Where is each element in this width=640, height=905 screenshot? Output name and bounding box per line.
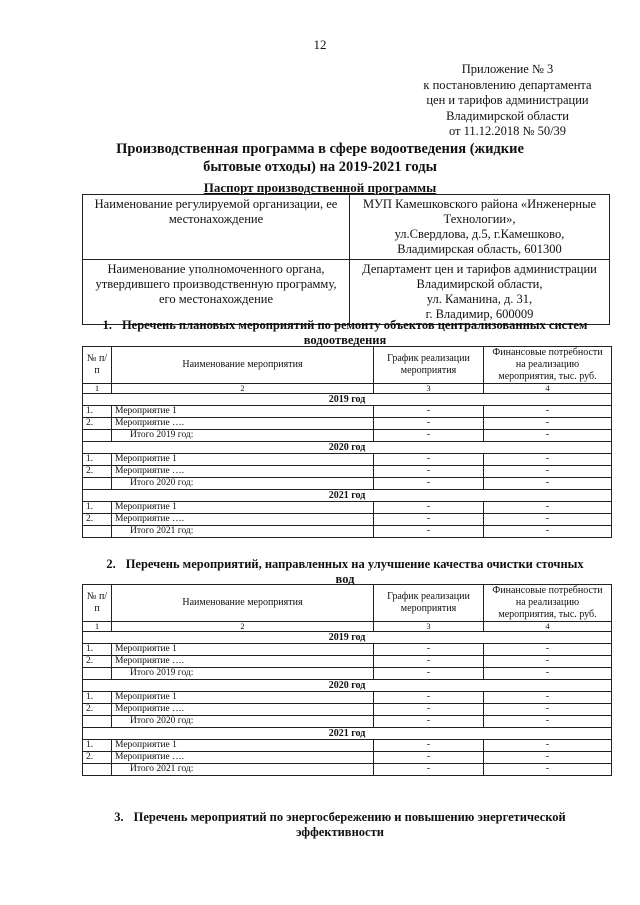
- year-row: [83, 394, 612, 406]
- column-numbers-row: [83, 384, 612, 394]
- header-finance: Финансовые потребности на реализацию мероприятия, тыс. руб.: [484, 585, 612, 622]
- total-label: Итого 2021 год:: [112, 526, 374, 538]
- passport-row: [83, 195, 610, 260]
- table-header-row: [83, 585, 612, 622]
- table-row: [83, 656, 612, 668]
- total-schedule: -: [374, 526, 484, 538]
- row-name: Мероприятие 1: [112, 740, 374, 752]
- document-title: Производственная программа в сфере водоотведения (жидкие бытовые отходы) на 2019-2021 годы: [116, 141, 524, 175]
- row-name: Мероприятие 1: [112, 406, 374, 418]
- row-finance: -: [484, 466, 612, 478]
- row-num: 2.: [83, 752, 112, 764]
- row-num: 1.: [83, 692, 112, 704]
- row-num: 1.: [83, 454, 112, 466]
- column-numbers-row: [83, 622, 612, 632]
- total-schedule: -: [374, 668, 484, 680]
- column-number: 1: [83, 384, 112, 394]
- passport-value-line: ул.Свердлова, д.5, г.Камешково,: [394, 227, 565, 241]
- row-name: Мероприятие ….: [112, 466, 374, 478]
- total-label: Итого 2020 год:: [112, 716, 374, 728]
- row-finance: -: [484, 502, 612, 514]
- total-row: [83, 526, 612, 538]
- appendix-line: Владимирской области: [446, 108, 569, 123]
- table-row: [83, 644, 612, 656]
- year-row: [83, 632, 612, 644]
- section-number: 3.: [114, 810, 124, 824]
- column-number: 3: [374, 384, 484, 394]
- column-number: 3: [374, 622, 484, 632]
- passport-value-line: Департамент цен и тарифов администрации: [362, 262, 597, 276]
- column-number: 2: [112, 384, 374, 394]
- row-schedule: -: [374, 692, 484, 704]
- section-3-title: [90, 810, 590, 840]
- row-schedule: -: [374, 704, 484, 716]
- table-row: [83, 752, 612, 764]
- year-label: 2020 год: [83, 442, 612, 454]
- row-name: Мероприятие 1: [112, 692, 374, 704]
- total-label: Итого 2019 год:: [112, 668, 374, 680]
- passport-label: Наименование регулируемой организации, ее местонахождение: [83, 195, 350, 260]
- year-label: 2021 год: [83, 728, 612, 740]
- row-finance: -: [484, 418, 612, 430]
- row-num: 1.: [83, 644, 112, 656]
- row-name: Мероприятие ….: [112, 656, 374, 668]
- total-schedule: -: [374, 716, 484, 728]
- row-num: 2.: [83, 514, 112, 526]
- total-schedule: -: [374, 764, 484, 776]
- row-finance: -: [484, 752, 612, 764]
- total-label: Итого 2021 год:: [112, 764, 374, 776]
- table-header-row: [83, 347, 612, 384]
- total-row: [83, 716, 612, 728]
- appendix-line: Приложение № 3: [461, 62, 554, 76]
- row-num: 1.: [83, 406, 112, 418]
- column-number: 4: [484, 384, 612, 394]
- row-schedule: -: [374, 406, 484, 418]
- row-finance: -: [484, 740, 612, 752]
- appendix-line: к постановлению департамента: [423, 77, 592, 92]
- row-schedule: -: [374, 752, 484, 764]
- table-row: [83, 466, 612, 478]
- header-name: Наименование мероприятия: [112, 585, 374, 622]
- total-finance: -: [484, 478, 612, 490]
- row-finance: -: [484, 454, 612, 466]
- passport-value-line: Технологии»,: [443, 212, 516, 226]
- passport-value-line: Владимирской области,: [416, 277, 543, 291]
- row-schedule: -: [374, 418, 484, 430]
- total-schedule: -: [374, 478, 484, 490]
- year-label: 2021 год: [83, 490, 612, 502]
- total-label: Итого 2020 год:: [112, 478, 374, 490]
- section-number: 2.: [106, 557, 116, 571]
- appendix-line: цен и тарифов администрации: [426, 93, 589, 107]
- row-name: Мероприятие ….: [112, 514, 374, 526]
- header-finance: Финансовые потребности на реализацию мероприятия, тыс. руб.: [484, 347, 612, 384]
- row-schedule: -: [374, 454, 484, 466]
- row-schedule: -: [374, 740, 484, 752]
- total-finance: -: [484, 764, 612, 776]
- row-name: Мероприятие ….: [112, 704, 374, 716]
- total-row: [83, 430, 612, 442]
- row-finance: -: [484, 514, 612, 526]
- passport-value-line: МУП Камешковского района «Инженерные: [362, 197, 597, 211]
- column-number: 2: [112, 622, 374, 632]
- row-name: Мероприятие ….: [112, 752, 374, 764]
- section-title-text: Перечень плановых мероприятий по ремонту объектов централизованных систем водоотведения: [121, 318, 588, 347]
- header-name: Наименование мероприятия: [112, 347, 374, 384]
- total-row: [83, 764, 612, 776]
- row-name: Мероприятие 1: [112, 502, 374, 514]
- passport-table: [82, 194, 610, 325]
- row-num: 2.: [83, 466, 112, 478]
- header-schedule: График реализации мероприятия: [374, 585, 484, 622]
- row-num: 2.: [83, 704, 112, 716]
- table-row: [83, 406, 612, 418]
- year-label: 2019 год: [83, 632, 612, 644]
- page-number: 12: [313, 37, 327, 52]
- row-num: 2.: [83, 418, 112, 430]
- passport-value: [350, 195, 610, 260]
- row-name: Мероприятие 1: [112, 644, 374, 656]
- row-name: Мероприятие ….: [112, 418, 374, 430]
- section-title-text: Перечень мероприятий, направленных на улучшение качества очистки сточных вод: [125, 557, 584, 586]
- header-schedule: График реализации мероприятия: [374, 347, 484, 384]
- row-finance: -: [484, 656, 612, 668]
- row-num: 1.: [83, 502, 112, 514]
- section-1-table: [82, 346, 612, 538]
- total-label: Итого 2019 год:: [112, 430, 374, 442]
- total-finance: -: [484, 716, 612, 728]
- total-row: [83, 478, 612, 490]
- section-number: 1.: [102, 318, 112, 332]
- table-row: [83, 418, 612, 430]
- total-finance: -: [484, 668, 612, 680]
- row-finance: -: [484, 692, 612, 704]
- year-row: [83, 490, 612, 502]
- section-title-text: Перечень мероприятий по энергосбережению и повышению энергетической эффективности: [133, 810, 566, 839]
- passport-value-line: Владимирская область, 601300: [397, 242, 562, 256]
- passport-title: Паспорт производственной программы: [203, 180, 437, 195]
- header-num: № п/п: [83, 585, 112, 622]
- appendix-line: от 11.12.2018 № 50/39: [448, 124, 567, 138]
- table-row: [83, 454, 612, 466]
- passport-label: Наименование уполномоченного органа, утвердившего производственную программу, его местонахождение: [83, 260, 350, 325]
- section-2-table: [82, 584, 612, 776]
- table-row: [83, 704, 612, 716]
- row-schedule: -: [374, 656, 484, 668]
- year-row: [83, 728, 612, 740]
- row-name: Мероприятие 1: [112, 454, 374, 466]
- row-finance: -: [484, 644, 612, 656]
- total-finance: -: [484, 430, 612, 442]
- year-row: [83, 442, 612, 454]
- table-row: [83, 692, 612, 704]
- year-label: 2020 год: [83, 680, 612, 692]
- year-label: 2019 год: [83, 394, 612, 406]
- year-row: [83, 680, 612, 692]
- table-row: [83, 740, 612, 752]
- column-number: 1: [83, 622, 112, 632]
- column-number: 4: [484, 622, 612, 632]
- row-num: 2.: [83, 656, 112, 668]
- row-schedule: -: [374, 514, 484, 526]
- passport-value-line: г. Владимир, 600009: [425, 307, 534, 321]
- header-num: № п/п: [83, 347, 112, 384]
- section-2-title: [100, 557, 590, 587]
- row-finance: -: [484, 704, 612, 716]
- appendix-block: [405, 62, 610, 140]
- passport-value: [350, 260, 610, 325]
- row-finance: -: [484, 406, 612, 418]
- section-1-title: [100, 318, 590, 348]
- row-schedule: -: [374, 466, 484, 478]
- total-finance: -: [484, 526, 612, 538]
- row-schedule: -: [374, 644, 484, 656]
- table-row: [83, 514, 612, 526]
- total-row: [83, 668, 612, 680]
- table-row: [83, 502, 612, 514]
- passport-row: [83, 260, 610, 325]
- total-schedule: -: [374, 430, 484, 442]
- row-schedule: -: [374, 502, 484, 514]
- row-num: 1.: [83, 740, 112, 752]
- passport-value-line: ул. Каманина, д. 31,: [426, 292, 533, 306]
